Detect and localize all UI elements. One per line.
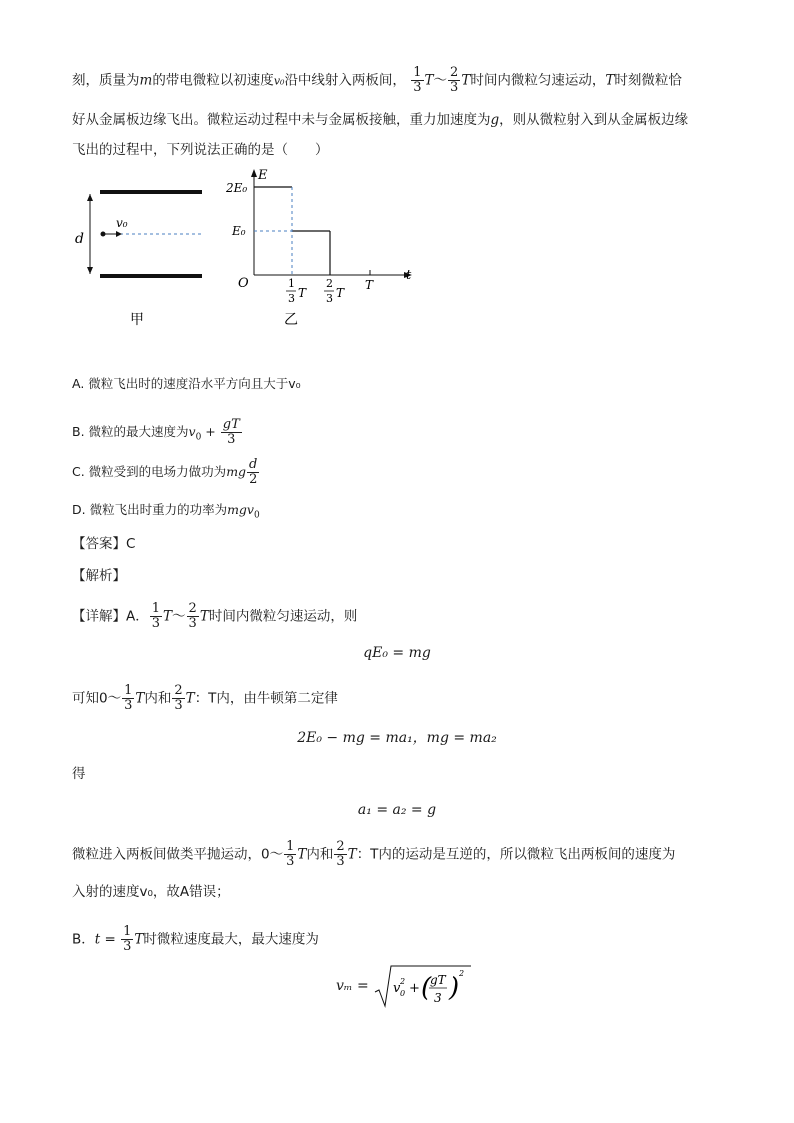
text: 沿中线射入两板间， (284, 72, 406, 89)
option-b: B. 微粒的最大速度为$v_0$ + $\frac{gT}{3}$ (72, 417, 240, 447)
label-yi: 乙 (284, 312, 298, 328)
svg-text:): ) (449, 973, 460, 1003)
symbol-T: T (605, 72, 615, 89)
text: 时间内微粒匀速运动， (470, 72, 606, 89)
svg-text:3: 3 (326, 292, 333, 305)
text: 的带电微粒以初速度 (152, 72, 274, 89)
equation-2: 2E₀ − mg = ma₁，mg = ma₂ (297, 730, 497, 746)
text: 时刻微粒恰 (614, 72, 682, 89)
svg-text:T: T (336, 286, 345, 300)
text: 刻，质量为 (72, 72, 140, 89)
label-O: O (238, 276, 249, 291)
svg-text:+: + (409, 981, 421, 996)
svg-text:2: 2 (400, 977, 406, 986)
svg-text:3: 3 (434, 991, 442, 1005)
text: 飞出的过程中，下列说法正确的是（ ） (72, 142, 329, 158)
detail-line-4: 入射的速度v₀，故A错误； (72, 884, 230, 900)
equation-3: a₁ = a₂ = g (357, 802, 437, 818)
label-2E0: 2E₀ (226, 181, 248, 195)
option-a: A. 微粒飞出时的速度沿水平方向且大于v₀ (72, 376, 301, 391)
symbol-g: g (490, 112, 500, 128)
symbol-v0: v₀ (273, 74, 285, 88)
svg-text:1: 1 (288, 277, 295, 290)
text: 好从金属板边缘飞出。微粒运动过程中未与金属板接触，重力加速度为 (72, 112, 491, 128)
detail-line-2: 可知0～ $\frac{1}{3}$ T内和 $\frac{2}{3}$ T：T内，由牛顿第二定律 (72, 683, 338, 713)
label-t: t (406, 268, 412, 283)
problem-line-1: 刻，质量为m的带电微粒以初速度v₀沿中线射入两板间， $\frac{1}{3}$ T～ $\frac{2}{3}$ T时间内微粒匀速运动，T时刻微粒恰 (72, 65, 682, 95)
detail-line-1: 【详解】A． $\frac{1}{3}$ T～ $\frac{2}{3}$ T时间内微粒匀速运动，则 (72, 601, 358, 631)
label-jia: 甲 (130, 312, 144, 328)
label-E: E (258, 168, 268, 183)
sqrt-expression (373, 962, 473, 1010)
svg-text:0: 0 (400, 989, 406, 998)
problem-line-2 (72, 110, 688, 130)
svg-text:3: 3 (288, 292, 295, 305)
option-d: D. 微粒飞出时重力的功率为mgv$_0$ (72, 502, 260, 521)
figure-yi (222, 165, 422, 330)
symbol-T: T (461, 72, 471, 89)
answer: 【答案】C (72, 536, 136, 552)
particle (101, 232, 106, 237)
detail-line-5: B．t = $\frac{1}{3}$ T时微粒速度最大，最大速度为 (72, 924, 319, 954)
figure-jia (70, 180, 210, 330)
detail-line-3: 微粒进入两板间做类平抛运动，0～ $\frac{1}{3}$ T内和 $\frac{2}{3}$ T：T内的运动是互逆的，所以微粒飞出两板间的速度为 (72, 839, 676, 869)
fraction-two-thirds: $\frac{2}{3}$ (450, 65, 459, 95)
label-v0: v₀ (116, 216, 128, 230)
text: ，则从微粒射入到从金属板边缘 (499, 112, 689, 128)
detail-de: 得 (72, 766, 86, 782)
svg-text:2: 2 (459, 969, 465, 978)
label-d: d (75, 231, 84, 247)
svg-text:T: T (298, 286, 307, 300)
symbol-m: m (139, 72, 153, 89)
svg-text:T: T (365, 278, 374, 292)
svg-text:(: ( (421, 973, 432, 1003)
option-c: C. 微粒受到的电场力做功为mg $\frac{d}{2}$ (72, 457, 258, 487)
svg-text:gT: gT (430, 973, 446, 987)
symbol-T: T (424, 72, 434, 89)
fraction-one-third: $\frac{1}{3}$ (413, 65, 422, 95)
svg-text:v: v (393, 981, 401, 996)
problem-line-3 (72, 140, 329, 160)
equation-1: qE₀ = mg (363, 645, 431, 661)
analysis-label: 【解析】 (72, 568, 126, 584)
equation-vm: vₘ = v 0 2 + ( gT 3 ) 2 (336, 962, 473, 1010)
label-E0: E₀ (232, 224, 246, 238)
svg-text:2: 2 (326, 277, 333, 290)
